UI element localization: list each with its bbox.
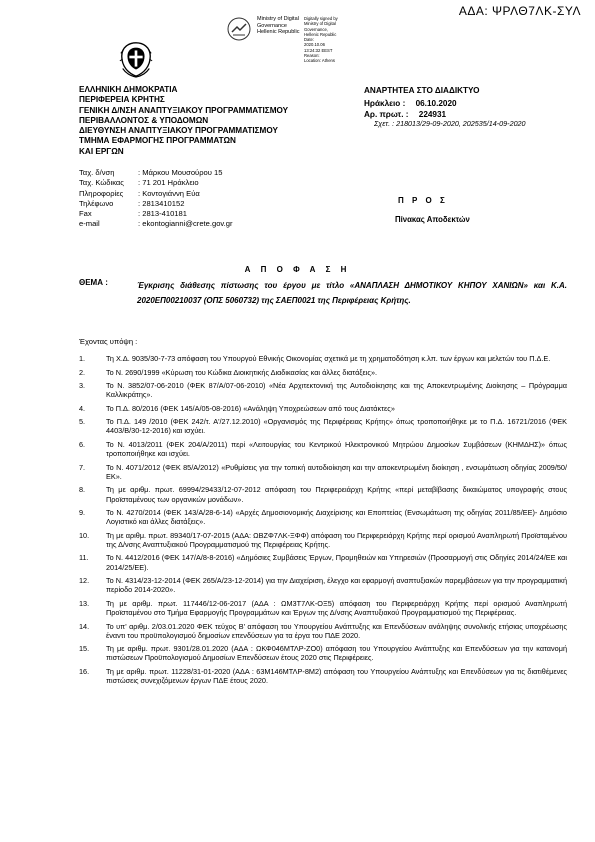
item-text: Το Π.Δ. 80/2016 (ΦΕΚ 145/Α/05-08-2016) «Ανάληψη Υποχρεώσεων από τους Διατάκτες» bbox=[106, 403, 395, 413]
considerations-intro: Έχοντας υπόψη : bbox=[79, 337, 138, 346]
publish-online-note: ΑΝΑΡΤΗΤΕΑ ΣΤΟ ΔΙΑΔΙΚΤΥΟ bbox=[364, 86, 480, 95]
item-number: 1. bbox=[79, 354, 86, 363]
item-number: 16. bbox=[79, 666, 90, 676]
contact-row bbox=[79, 168, 233, 178]
signature-line: Reason: bbox=[304, 53, 320, 59]
considerations-list bbox=[79, 354, 567, 690]
contact-key: Πληροφορίες bbox=[79, 188, 124, 198]
contact-row bbox=[79, 199, 233, 209]
related-refs: Σχετ. : 218013/29-09-2020, 202535/14-09-2020 bbox=[374, 118, 526, 128]
list-item bbox=[79, 485, 567, 503]
list-item bbox=[79, 508, 567, 526]
item-text: Το Ν. 3852/07-06-2010 (ΦΕΚ 87/Α/07-06-2010) «Νέα Αρχιτεκτονική της Αυτοδιοίκησης και της Αποκεντρωμένης Διοίκησης – Πρόγραμμα Καλλικράτης». bbox=[106, 381, 567, 400]
signature-line: 2020.10.06 bbox=[304, 42, 325, 48]
contact-value: : ekontogianni@crete.gov.gr bbox=[138, 219, 233, 229]
item-text: Το Ν. 4412/2016 (ΦΕΚ 147/Α/8-8-2016) «Δημόσιες Συμβάσεις Έργων, Προμηθειών και Υπηρεσιών (Προσαρμογή στις Οδηγίες 2014/24/ΕΕ και 2014/25/ΕΕ). bbox=[106, 553, 567, 572]
item-text: Τη με αριθμ. πρωτ. 9301/28.01.2020 (ΑΔΑ : ΩΚΦ046ΜΤΛΡ-ΖΟ0) απόφαση του Υπουργείου Ανάπτυξης και Επενδύσεων για την κατανομή πιστώσεων Προϋπολογισμού Δημοσίων Επενδύσεων έτους 2020 στις Περιφέρειες. bbox=[106, 644, 567, 663]
list-item bbox=[79, 381, 567, 399]
document-meta bbox=[364, 86, 584, 129]
header-line: ΚΑΙ ΕΡΓΩΝ bbox=[79, 146, 124, 156]
item-number: 6. bbox=[79, 439, 86, 449]
list-item bbox=[79, 354, 567, 363]
item-number: 8. bbox=[79, 485, 86, 495]
ada-code: ΑΔΑ: ΨΡΛΘ7ΛΚ-ΣΥΛ bbox=[458, 4, 581, 18]
item-text: Το Ν. 4270/2014 (ΦΕΚ 143/Α/28-6-14) «Αρχές Δημοσιονομικής Διαχείρισης και Εποπτείας (Ενσωμάτωση της οδηγίας 2011/85/ΕΕ)- Δημόσιο Λογιστικό και άλλες διατάξεις». bbox=[106, 508, 567, 527]
subject-text: Έγκρισης διάθεσης πίστωσης του έργου με τίτλο «ΑΝΑΠΛΑΣΗ ΔΗΜΟΤΙΚΟΥ ΚΗΠΟΥ ΧΑΝΙΩΝ» και Κ.Α. 2020ΕΠ00210037 (ΟΠΣ 5060732) της ΣΑΕΠ0021 της Περιφέρειας Κρήτης. bbox=[137, 281, 567, 305]
list-item bbox=[79, 531, 567, 549]
item-number: 15. bbox=[79, 644, 90, 654]
contact-details bbox=[79, 168, 233, 230]
item-number: 7. bbox=[79, 462, 86, 472]
item-number: 12. bbox=[79, 576, 90, 586]
signature-line: Date: bbox=[304, 37, 315, 43]
item-number: 4. bbox=[79, 403, 86, 413]
item-number: 11. bbox=[79, 553, 89, 563]
list-item bbox=[79, 417, 567, 435]
list-item bbox=[79, 368, 567, 377]
list-item bbox=[79, 667, 567, 685]
item-text: Το Ν. 4013/2011 (ΦΕΚ 204/Α/2011) περί «Λειτουργίας του Κεντρικού Ηλεκτρονικού Μητρώου Δημοσίων Συμβάσεων (ΚΗΜΔΗΣ)» όπως τροποποιήθηκε και ισχύει. bbox=[106, 439, 567, 459]
protocol-label: Αρ. πρωτ. : bbox=[364, 109, 409, 119]
item-text: Τη με αριθμ. πρωτ. 69994/29433/12-07-2012 απόφαση του Περιφερειάρχη Κρήτης «περί μεταβίβασης δικαιώματος υπογραφής στους Προϊσταμένους των οργανικών μονάδων». bbox=[106, 485, 567, 504]
list-item bbox=[79, 622, 567, 640]
contact-key: Ταχ. Κώδικας bbox=[79, 178, 124, 188]
item-text: Τη με αριθμ. πρωτ. 89340/17-07-2015 (ΑΔΑ: ΩΒΖΦ7ΛΚ-ΞΦΦ) απόφαση του Περιφερειάρχη Κρήτης περί ορισμού Αναπληρωτή Προϊσταμένου της Δ/νσης Αναπτυξιακού Προγραμματισμού της Περιφέρειας Κρήτης. bbox=[106, 530, 567, 549]
contact-value: : Μάρκου Μουσούρου 15 bbox=[138, 168, 223, 177]
list-item bbox=[79, 440, 567, 458]
digital-signature-details bbox=[304, 16, 338, 64]
subject-label: ΘΕΜΑ : bbox=[79, 278, 108, 287]
contact-key: Ταχ. δ/νση bbox=[79, 168, 115, 177]
protocol-value: 224931 bbox=[418, 109, 447, 119]
dgov-line: Governance bbox=[257, 22, 287, 29]
contact-row bbox=[79, 189, 233, 199]
list-item bbox=[79, 463, 567, 481]
contact-row bbox=[79, 219, 233, 229]
header-line: ΕΛΛΗΝΙΚΗ ΔΗΜΟΚΡΑΤΙΑ bbox=[79, 85, 178, 94]
header-line: ΤΜΗΜΑ ΕΦΑΡΜΟΓΗΣ ΠΡΟΓΡΑΜΜΑΤΩΝ bbox=[79, 136, 236, 146]
signature-line: Hellenic Republic bbox=[304, 31, 337, 37]
item-number: 2. bbox=[79, 367, 86, 377]
header-line: ΔΙΕΥΘΥΝΣΗ ΑΝΑΠΤΥΞΙΑΚΟΥ ΠΡΟΓΡΑΜΜΑΤΙΣΜΟΥ bbox=[79, 126, 278, 136]
contact-value: : 2813410152 bbox=[138, 198, 185, 208]
item-number: 5. bbox=[79, 417, 86, 427]
item-number: 10. bbox=[79, 530, 90, 540]
greek-emblem-icon bbox=[117, 40, 155, 78]
contact-value: : 71 201 Ηράκλειο bbox=[138, 178, 199, 188]
date-line bbox=[364, 99, 584, 109]
item-text: Το υπ' αριθμ. 2/03.01.2020 ΦΕΚ τεύχος Β' απόφαση του Υπουργείου Ανάπτυξης και Επενδύσεων ανάληψης συνολικής ετήσιας υποχρέωσης έναντι του προϋπολογισμού δημοσίων επενδύσεων για τα έργα του ΠΔΕ 2020. bbox=[106, 621, 567, 640]
list-item bbox=[79, 404, 567, 413]
signature-line: Location: Athens bbox=[304, 58, 335, 64]
digital-signature-seal-icon bbox=[226, 16, 252, 42]
recipients-table-label: Πίνακας Αποδεκτών bbox=[395, 215, 470, 224]
decision-title: Α Π Ο Φ Α Σ Η bbox=[244, 265, 351, 274]
contact-key: e-mail bbox=[79, 219, 100, 229]
item-number: 14. bbox=[79, 621, 90, 631]
list-item bbox=[79, 576, 567, 594]
signature-line: Digitally signed by bbox=[304, 16, 338, 21]
contact-row bbox=[79, 209, 233, 219]
list-item bbox=[79, 553, 567, 571]
item-text: Το Ν. 4314/23-12-2014 (ΦΕΚ 265/Α/23-12-2014) για την Διαχείριση, έλεγχο και εφαρμογή αναπτυξιακών παρεμβάσεων για την προγραμματική περίοδο 2014-2020». bbox=[106, 576, 567, 595]
signature-line: Governance, bbox=[304, 26, 328, 32]
item-text: Το Ν. 2690/1999 «Κύρωση του Κώδικα Διοικητικής Διαδικασίας και άλλες διατάξεις». bbox=[106, 367, 378, 377]
header-line: ΠΕΡΙΒΑΛΛΟΝΤΟΣ & ΥΠΟΔΟΜΩΝ bbox=[79, 115, 209, 125]
date-label: Ηράκλειο : bbox=[364, 99, 406, 109]
item-text: Τη με αριθμ. πρωτ. 117446/12-06-2017 (ΑΔΑ : ΩΜ3Τ7ΛΚ-ΟΞ5) απόφαση του Περιφερειάρχη Κρήτης περί ορισμού Αναπληρωτή Προϊσταμένου στο Τμήμα Εφαρμογής Προγραμμάτων και Έργων της Δ/νσης Αναπτυξιακού Προγραμματισμού της Περιφέρειας. bbox=[106, 598, 567, 618]
contact-row bbox=[79, 178, 233, 188]
digital-governance-label bbox=[257, 16, 300, 36]
header-line: ΠΕΡΙΦΕΡΕΙΑ ΚΡΗΤΗΣ bbox=[79, 95, 165, 105]
header-line: ΓΕΝΙΚΗ Δ/ΝΣΗ ΑΝΑΠΤΥΞΙΑΚΟΥ ΠΡΟΓΡΑΜΜΑΤΙΣΜΟΥ bbox=[79, 105, 289, 115]
recipients-heading: Π Ρ Ο Σ bbox=[398, 196, 448, 205]
contact-value: : Κοντογιάννη Εύα bbox=[138, 188, 200, 198]
item-number: 9. bbox=[79, 508, 86, 518]
signature-line: Ministry of Digital bbox=[304, 21, 336, 27]
contact-value: : 2813-410181 bbox=[138, 209, 187, 219]
dgov-line: Hellenic Republic bbox=[257, 29, 300, 36]
issuing-authority-header bbox=[79, 85, 359, 157]
item-text: Τη Χ.Δ. 9035/30-7-73 απόφαση του Υπουργού Εθνικής Οικονομίας σχετικά με τη χρηματοδότηση κ.λπ. των έργων και μελετών του Π.Δ.Ε. bbox=[106, 354, 551, 363]
contact-key: Τηλέφωνο bbox=[79, 198, 114, 208]
item-text: Το Π.Δ. 149 /2010 (ΦΕΚ 242/τ. Α'/27.12.2010) «Οργανισμός της Περιφέρειας Κρήτης» όπως τροποποιήθηκε με το Π.Δ. 16721/2016 (ΦΕΚ 4403/Β/30-12-2016) και ισχύει. bbox=[106, 417, 567, 436]
list-item bbox=[79, 644, 567, 662]
item-text: Τη με αριθμ. πρωτ. 11228/31-01-2020 (ΑΔΑ : 63Μ146ΜΤΛΡ-8Μ2) απόφαση του Υπουργείου Ανάπτυξης και Επενδύσεων για τις διατιθέμενες πιστώσεις συνεχιζόμενων έργων ΠΔΕ έτους 2020. bbox=[106, 666, 567, 686]
list-item bbox=[79, 599, 567, 617]
item-text: Το Ν. 4071/2012 (ΦΕΚ 85/Α/2012) «Ρυθμίσεις για την τοπική αυτοδιοίκηση και την αποκεντρωμένη διοίκηση , ενσωμάτωση οδηγίας 2009/50/ΕΚ». bbox=[106, 462, 567, 481]
item-number: 3. bbox=[79, 381, 86, 390]
signature-line: 13:24:32 EEST bbox=[304, 47, 333, 53]
item-number: 13. bbox=[79, 598, 90, 608]
contact-key: Fax bbox=[79, 209, 92, 219]
date-value: 06.10.2020 bbox=[415, 99, 457, 109]
dgov-line: Ministry of Digital bbox=[257, 16, 299, 22]
